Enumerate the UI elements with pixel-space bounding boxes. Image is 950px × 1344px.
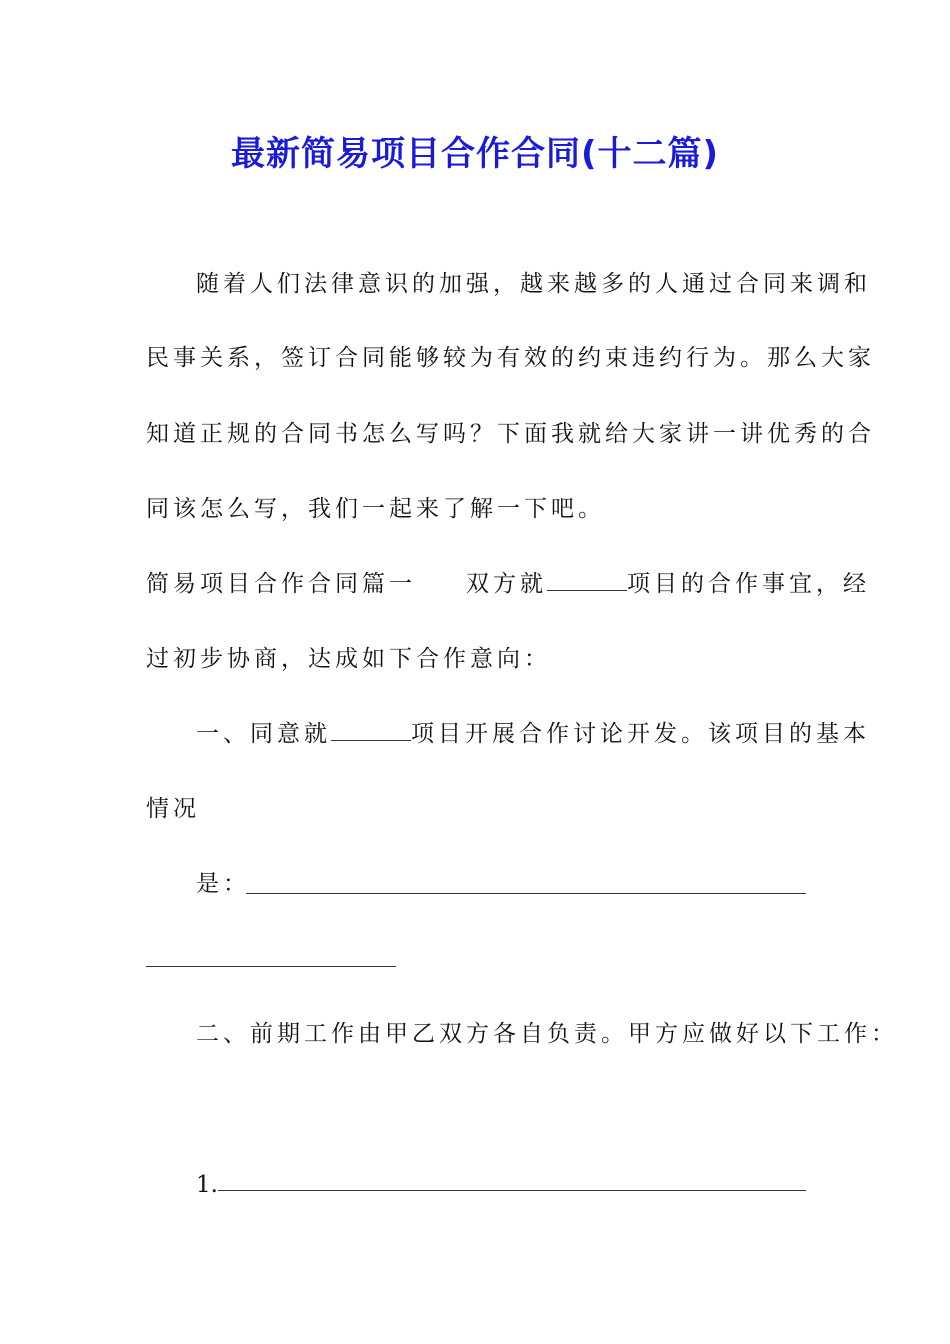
- clause1-text-b: 项目开展合作讨论开发。该项目的基本: [411, 721, 870, 747]
- item1-label: 1.: [196, 1172, 218, 1198]
- project-name-blank: [547, 568, 627, 591]
- section1-line-2: 过初步协商，达成如下合作意向：: [146, 646, 551, 672]
- document-title: 最新简易项目合作合同(十二篇): [230, 134, 720, 174]
- section1-text-a: 双方就: [466, 571, 547, 597]
- section1-text-b: 项目的合作事宜，经: [627, 571, 870, 597]
- clause1-label: 是：: [196, 871, 250, 897]
- intro-line-1: 随着人们法律意识的加强，越来越多的人通过合同来调和: [196, 271, 871, 297]
- item1-answer-rule: [218, 1190, 806, 1191]
- clause1-project-blank: [331, 718, 411, 741]
- section1-line-1: [146, 568, 870, 600]
- clause1-text-a: 一、同意就: [196, 721, 331, 747]
- section-heading: 简易项目合作合同篇一: [146, 571, 416, 597]
- clause2-line: 二、前期工作由甲乙双方各自负责。甲方应做好以下工作：: [196, 1021, 898, 1047]
- clause1-cont: 情况: [146, 796, 200, 822]
- clause1-line: [196, 718, 870, 750]
- intro-line-3: 知道正规的合同书怎么写吗？下面我就给大家讲一讲优秀的合: [146, 421, 875, 447]
- intro-line-2: 民事关系，签订合同能够较为有效的约束违约行为。那么大家: [146, 345, 875, 371]
- intro-line-4: 同该怎么写，我们一起来了解一下吧。: [146, 496, 605, 522]
- clause1-answer-rule-2: [146, 966, 396, 967]
- clause1-answer-rule-1: [246, 893, 806, 894]
